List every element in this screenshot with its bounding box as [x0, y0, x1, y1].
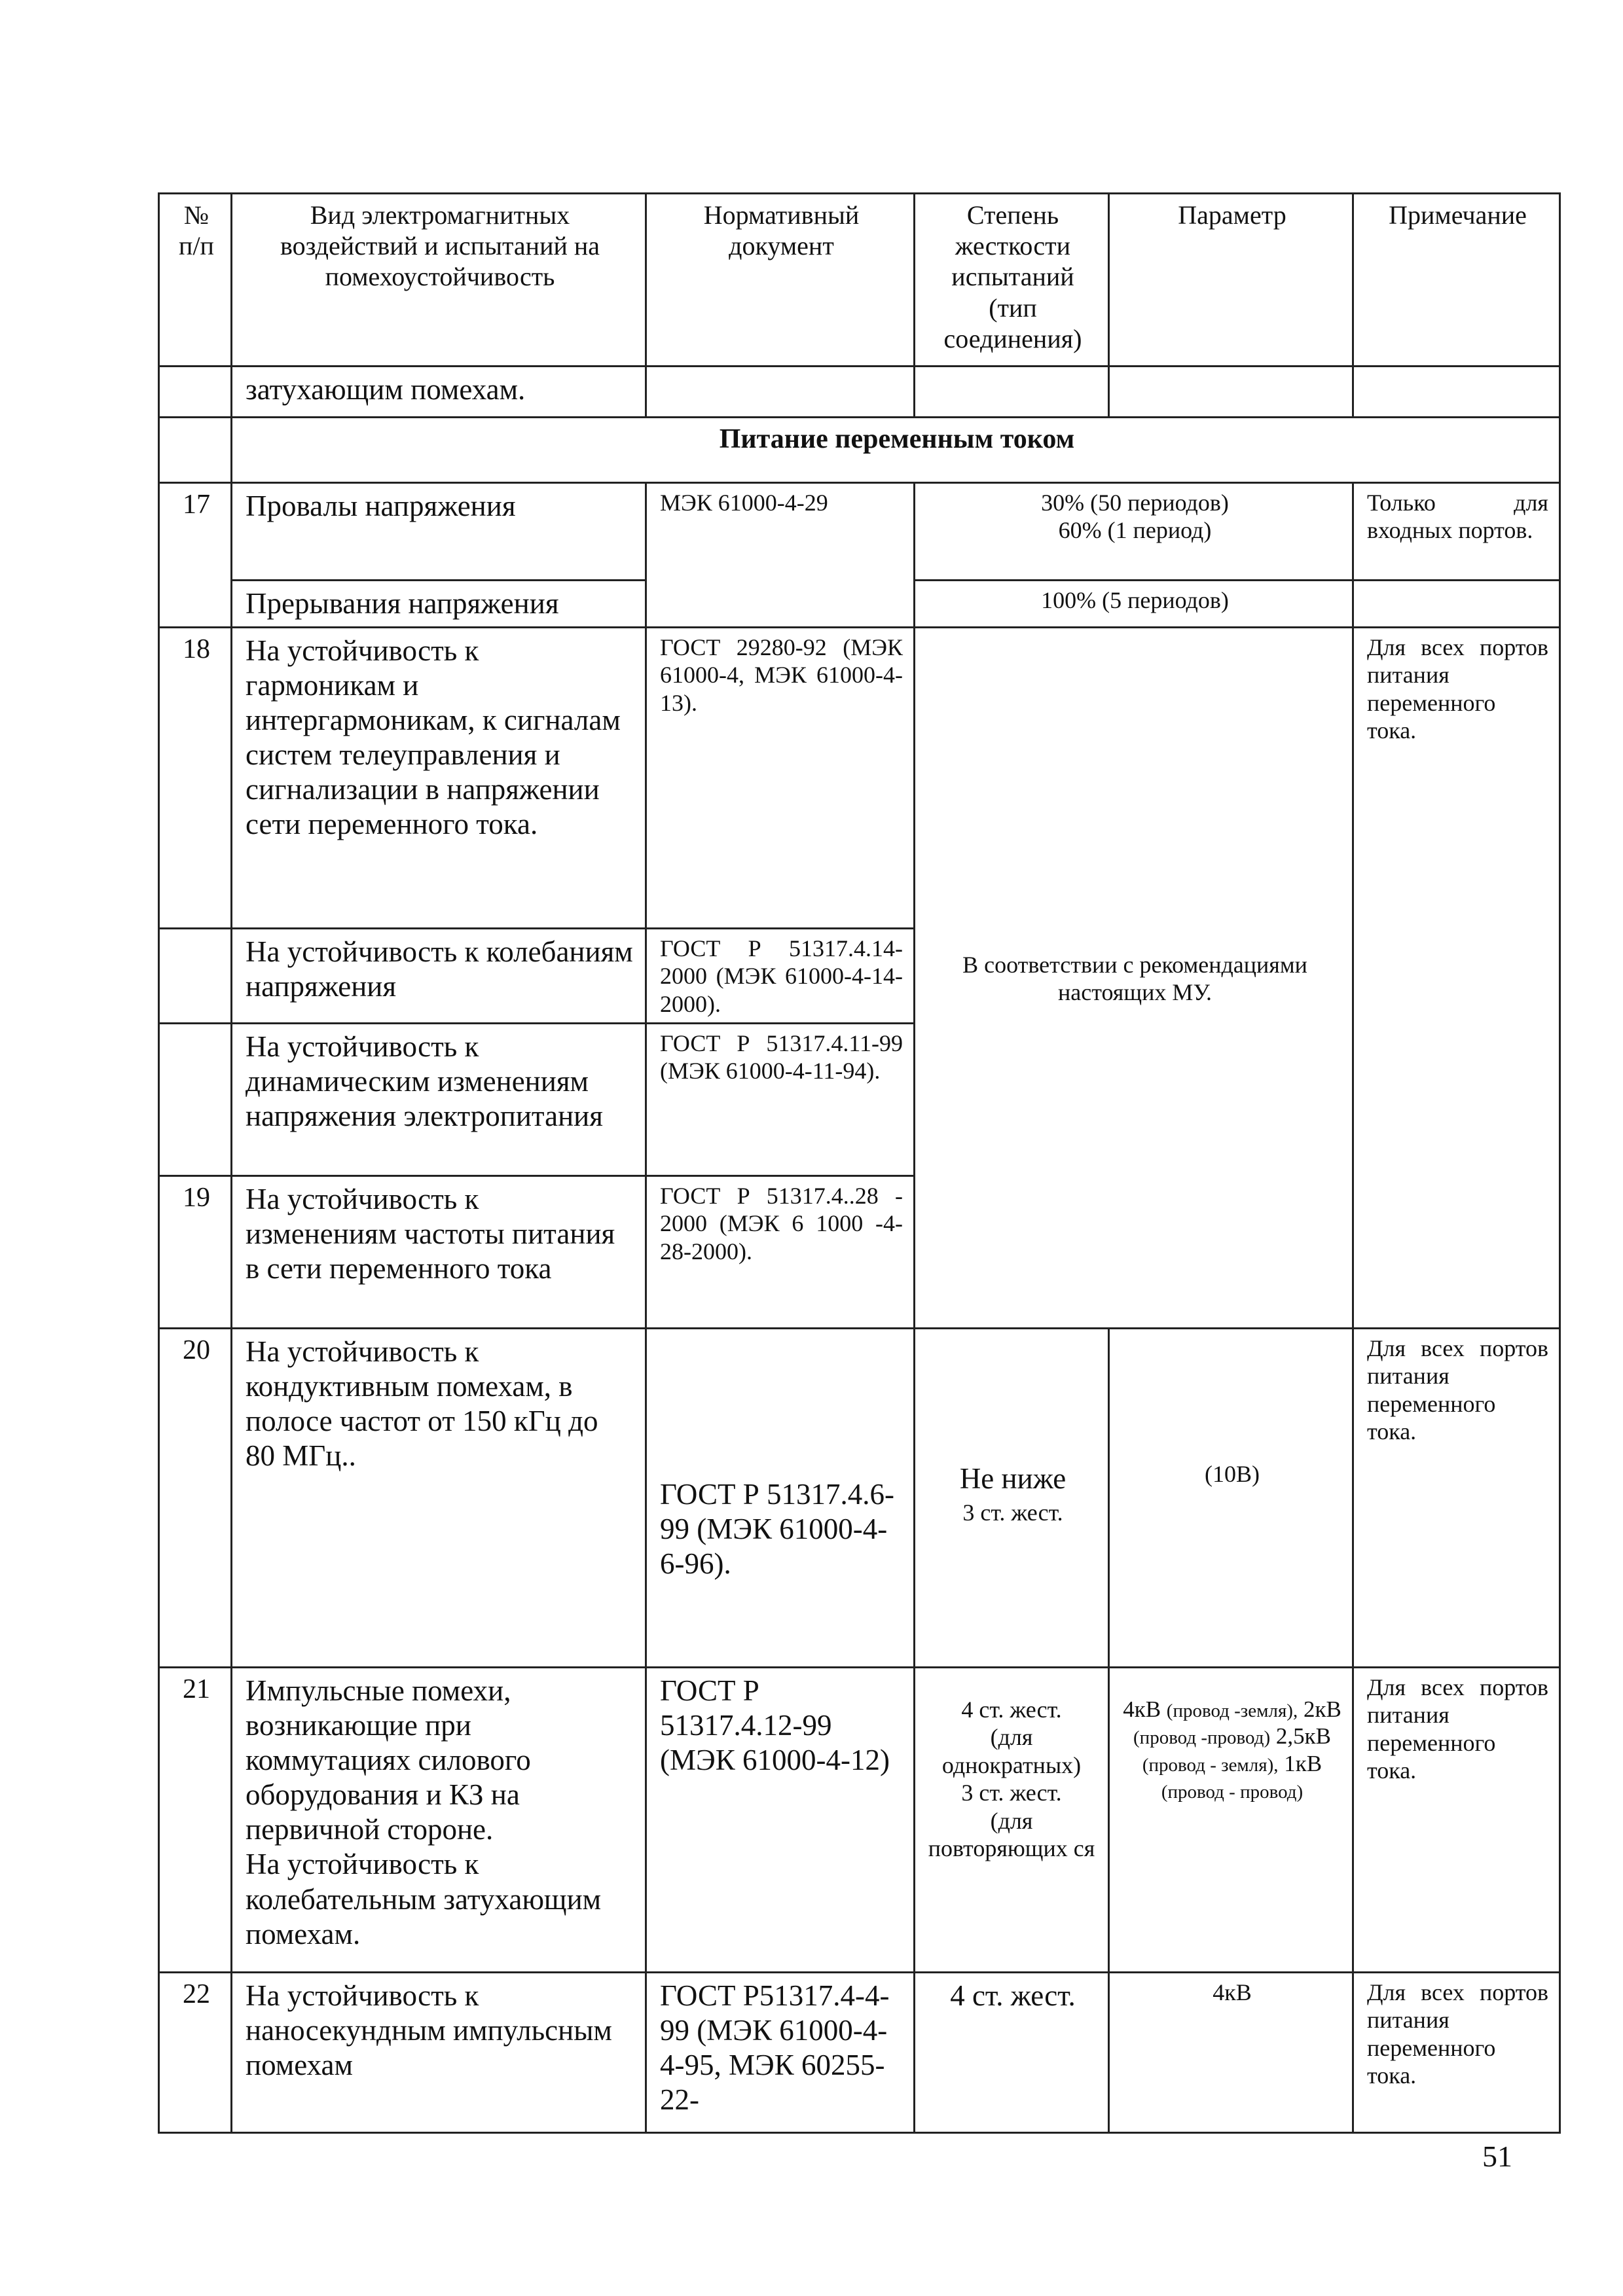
row21-param-3-sub: (провод - земля),: [1142, 1754, 1279, 1776]
table-row-22: [159, 1973, 1560, 2133]
row20-severity-b: 3 ст. жест.: [962, 1499, 1063, 1526]
row18-type-a: На устойчивость к гармоникам и интергармоникам, к сигналам систем телеуправления и сигнализации в напряжении сети переменного тока.: [232, 628, 646, 929]
row21-severity: 4 ст. жест. (для однократных) 3 ст. жест. (для повторяющих ся: [915, 1668, 1109, 1973]
row21-param-2-sub: (провод -провод): [1133, 1727, 1271, 1749]
row17-type-a: Провалы напряжения: [232, 483, 646, 581]
row18-note: Для всех портов питания переменного тока.: [1353, 628, 1560, 1329]
row22-note: Для всех портов питания переменного тока.: [1353, 1973, 1560, 2133]
row19-doc: ГОСТ Р 51317.4..28 - 2000 (МЭК 6 1000 -4-28-2000).: [646, 1176, 915, 1329]
header-parameter: Параметр: [1109, 194, 1353, 367]
table-row: [159, 367, 1560, 418]
header-document: Нормативный документ: [646, 194, 915, 367]
row18-doc-c: ГОСТ Р 51317.4.11-99 (МЭК 61000-4-11-94).: [646, 1024, 915, 1176]
row22-parameter: 4кВ: [1109, 1973, 1353, 2133]
row20-severity-a: Не ниже: [959, 1462, 1067, 1495]
row17-severity-a: 30% (50 периодов) 60% (1 период): [915, 483, 1353, 581]
standards-table: [158, 192, 1561, 2134]
table-row-17: [159, 483, 1560, 581]
row21-num: 21: [159, 1668, 232, 1973]
header-severity: Степень жесткости испытаний (тип соединения): [915, 194, 1109, 367]
row21-param-3: 2,5кВ: [1275, 1723, 1331, 1749]
row17-num: 17: [159, 483, 232, 628]
row21-doc: ГОСТ Р 51317.4.12-99 (МЭК 61000-4-12): [646, 1668, 915, 1973]
row18-doc-a: ГОСТ 29280-92 (МЭК 61000-4, МЭК 61000-4-13).: [646, 628, 915, 929]
row21-type: Импульсные помехи, возникающие при коммутациях силового оборудования и КЗ на первичной стороне. На устойчивость к колебательным затухающим помехам.: [232, 1668, 646, 1973]
table-row-18: [159, 628, 1560, 929]
row21-parameter: [1109, 1668, 1353, 1973]
row21-param-1-sub: (провод -земля),: [1166, 1700, 1298, 1721]
row21-note: Для всех портов питания переменного тока.: [1353, 1668, 1560, 1973]
row22-type: На устойчивость к наносекундным импульсным помехам: [232, 1973, 646, 2133]
continuation-text: затухающим помехам.: [232, 367, 646, 418]
row19-type: На устойчивость к изменениям частоты питания в сети переменного тока: [232, 1176, 646, 1329]
row18-severity: В соответствии с рекомендациями настоящих МУ.: [915, 628, 1353, 1329]
table-row-21: [159, 1668, 1560, 1973]
row20-doc: ГОСТ Р 51317.4.6-99 (МЭК 61000-4-6-96).: [646, 1329, 915, 1668]
row20-num: 20: [159, 1329, 232, 1668]
header-num: № п/п: [159, 194, 232, 367]
row20-note: Для всех портов питания переменного тока.: [1353, 1329, 1560, 1668]
row21-param-2: 2кВ: [1303, 1696, 1341, 1722]
table-row-20: [159, 1329, 1560, 1668]
row19-num: 19: [159, 1176, 232, 1329]
header-type: Вид электромагнитных воздействий и испытаний на помехоустойчивость: [232, 194, 646, 367]
section-title: Питание переменным током: [232, 418, 1560, 483]
row18-doc-b: ГОСТ Р 51317.4.14-2000 (МЭК 61000-4-14-2000).: [646, 929, 915, 1024]
page-number: 51: [1482, 2140, 1512, 2173]
row20-type: На устойчивость к кондуктивным помехам, в полосе частот от 150 кГц до 80 МГц..: [232, 1329, 646, 1668]
row20-parameter: (10В): [1109, 1329, 1353, 1668]
row22-doc: ГОСТ Р51317.4-4-99 (МЭК 61000-4-4-95, МЭК 60255-22-: [646, 1973, 915, 2133]
row21-param-1: 4кВ: [1123, 1696, 1161, 1722]
row17-note: Только для входных портов.: [1353, 483, 1560, 581]
table-header-row: [159, 194, 1560, 367]
row21-param-4: 1кВ: [1284, 1750, 1322, 1776]
row20-severity: [915, 1329, 1109, 1668]
header-note: Примечание: [1353, 194, 1560, 367]
row18-type-c: На устойчивость к динамическим изменениям напряжения электропитания: [232, 1024, 646, 1176]
row18-num: 18: [159, 628, 232, 929]
section-row: [159, 418, 1560, 483]
row22-severity: 4 ст. жест.: [915, 1973, 1109, 2133]
row17-type-b: Прерывания напряжения: [232, 581, 646, 628]
row22-num: 22: [159, 1973, 232, 2133]
row17-severity-b: 100% (5 периодов): [915, 581, 1353, 628]
row18-type-b: На устойчивость к колебаниям напряжения: [232, 929, 646, 1024]
row17-doc: МЭК 61000-4-29: [646, 483, 915, 628]
row21-param-4-sub: (провод - провод): [1161, 1781, 1304, 1803]
